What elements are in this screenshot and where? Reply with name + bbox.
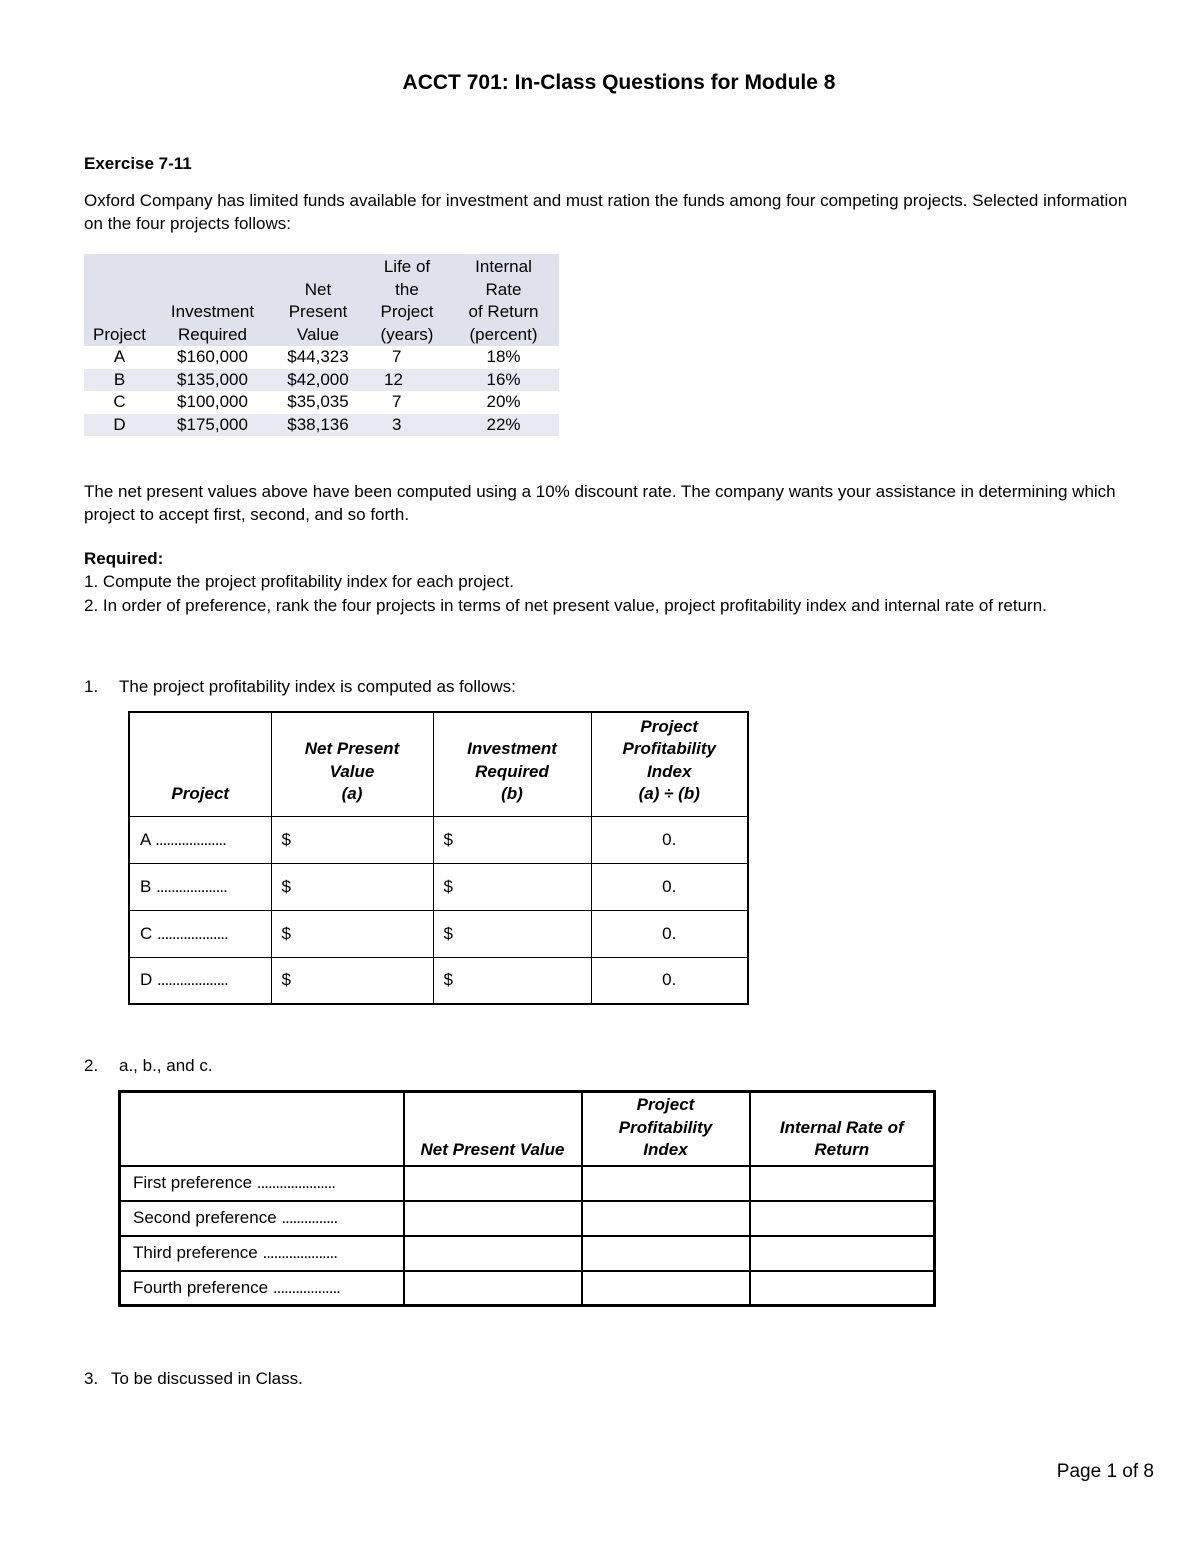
section-1-text: The project profitability index is computed as follows:: [119, 677, 516, 696]
pi-index-input[interactable]: 0.: [591, 863, 748, 910]
cell-npv: $35,035: [287, 392, 349, 411]
cell-investment: $100,000: [177, 392, 248, 411]
rank-header-npv: Net Present Value: [404, 1092, 582, 1166]
section-2-text: a., b., and c.: [119, 1056, 213, 1075]
pi-row-label: A ...................: [129, 816, 271, 863]
rank-npv-input[interactable]: [404, 1166, 582, 1201]
cell-irr: 16%: [486, 369, 521, 389]
ranking-table: [118, 1090, 936, 1307]
rank-index-input[interactable]: [582, 1166, 750, 1201]
header-life: Life of the Project (years): [380, 257, 434, 344]
pi-table-header-row: [129, 712, 748, 816]
rank-npv-input[interactable]: [404, 1201, 582, 1236]
pi-row-label: D ...................: [129, 957, 271, 1004]
pi-npv-input[interactable]: $: [271, 863, 433, 910]
rank-row-label: Second preference ...............: [120, 1201, 404, 1236]
exercise-intro: Oxford Company has limited funds available for investment and must ration the funds among four competing projects. Selected information on the four projects follows:: [84, 191, 1128, 233]
page-title: ACCT 701: In-Class Questions for Module 8: [402, 71, 836, 94]
cell-npv: $42,000: [287, 369, 349, 389]
rank-header-index: Project Profitability Index: [582, 1092, 750, 1166]
header-irr: Internal Rate of Return (percent): [468, 257, 539, 344]
info-table-header-row: [84, 254, 559, 346]
cell-project: B: [113, 369, 126, 389]
cell-investment: $160,000: [177, 347, 248, 366]
cell-irr: 18%: [486, 347, 521, 366]
rank-irr-input[interactable]: [750, 1236, 935, 1271]
profitability-index-table: [128, 711, 749, 1005]
pi-row-label: B ...................: [129, 863, 271, 910]
section-2-number: 2.: [84, 1056, 99, 1075]
cell-npv: $38,136: [287, 414, 349, 434]
rank-header-blank: [120, 1092, 404, 1166]
cell-life: 12: [384, 369, 403, 389]
npv-note: The net present values above have been computed using a 10% discount rate. The company wants your assistance in determining which project to accept first, second, and so forth.: [84, 482, 1116, 524]
cell-irr: 22%: [486, 414, 521, 434]
cell-project: A: [113, 347, 126, 366]
pi-investment-input[interactable]: $: [433, 957, 591, 1004]
section-2-label: [84, 1056, 213, 1076]
cell-investment: $135,000: [177, 369, 248, 389]
table-row: [129, 910, 748, 957]
rank-npv-input[interactable]: [404, 1236, 582, 1271]
table-row: [129, 863, 748, 910]
section-1-number: 1.: [84, 677, 99, 696]
pi-index-input[interactable]: 0.: [591, 910, 748, 957]
pi-row-label: C ...................: [129, 910, 271, 957]
table-row: [84, 346, 559, 369]
rank-header-irr: Internal Rate of Return: [750, 1092, 935, 1166]
pi-header-npv: Net Present Value (a): [271, 712, 433, 816]
project-info-table: [84, 254, 559, 436]
section-3-label: [84, 1369, 303, 1389]
table-row: [129, 957, 748, 1004]
table-row: [84, 391, 559, 414]
cell-life: 7: [392, 347, 402, 366]
pi-header-investment: Investment Required (b): [433, 712, 591, 816]
rank-irr-input[interactable]: [750, 1201, 935, 1236]
pi-header-project: Project: [129, 712, 271, 816]
table-row: [120, 1236, 935, 1271]
rank-irr-input[interactable]: [750, 1166, 935, 1201]
pi-investment-input[interactable]: $: [433, 863, 591, 910]
rank-index-input[interactable]: [582, 1271, 750, 1306]
header-project: Project: [93, 324, 146, 344]
rank-npv-input[interactable]: [404, 1271, 582, 1306]
pi-npv-input[interactable]: $: [271, 957, 433, 1004]
table-row: [120, 1271, 935, 1306]
section-1-label: [84, 677, 516, 697]
required-item-2: 2. In order of preference, rank the four projects in terms of net present value, project profitability index and internal rate of return.: [84, 596, 1047, 615]
rank-index-input[interactable]: [582, 1201, 750, 1236]
pi-header-index: Project Profitability Index (a) ÷ (b): [591, 712, 748, 816]
required-item-1: 1. Compute the project profitability index for each project.: [84, 572, 514, 591]
header-investment: Investment Required: [170, 302, 255, 344]
cell-investment: $175,000: [177, 414, 248, 434]
page-number: Page 1 of 8: [1056, 1461, 1154, 1482]
table-row: [129, 816, 748, 863]
table-row: [84, 369, 559, 392]
rank-row-label: Third preference ....................: [120, 1236, 404, 1271]
rank-table-header-row: [120, 1092, 935, 1166]
required-title: Required:: [84, 549, 164, 568]
table-row: [84, 414, 559, 437]
table-row: [120, 1201, 935, 1236]
section-3-text: To be discussed in Class.: [111, 1369, 303, 1388]
header-npv: Net Present Value: [288, 279, 348, 344]
pi-npv-input[interactable]: $: [271, 910, 433, 957]
table-row: [120, 1166, 935, 1201]
cell-project: D: [113, 414, 126, 434]
rank-irr-input[interactable]: [750, 1271, 935, 1306]
cell-life: 3: [392, 414, 402, 434]
pi-npv-input[interactable]: $: [271, 816, 433, 863]
pi-investment-input[interactable]: $: [433, 910, 591, 957]
cell-npv: $44,323: [287, 347, 349, 366]
section-3-number: 3.: [84, 1369, 99, 1388]
rank-index-input[interactable]: [582, 1236, 750, 1271]
rank-row-label: Fourth preference ..................: [120, 1271, 404, 1306]
pi-investment-input[interactable]: $: [433, 816, 591, 863]
rank-row-label: First preference .....................: [120, 1166, 404, 1201]
pi-index-input[interactable]: 0.: [591, 957, 748, 1004]
cell-irr: 20%: [486, 392, 521, 411]
cell-life: 7: [392, 392, 402, 411]
exercise-title: Exercise 7-11: [84, 154, 192, 173]
pi-index-input[interactable]: 0.: [591, 816, 748, 863]
cell-project: C: [113, 392, 126, 411]
